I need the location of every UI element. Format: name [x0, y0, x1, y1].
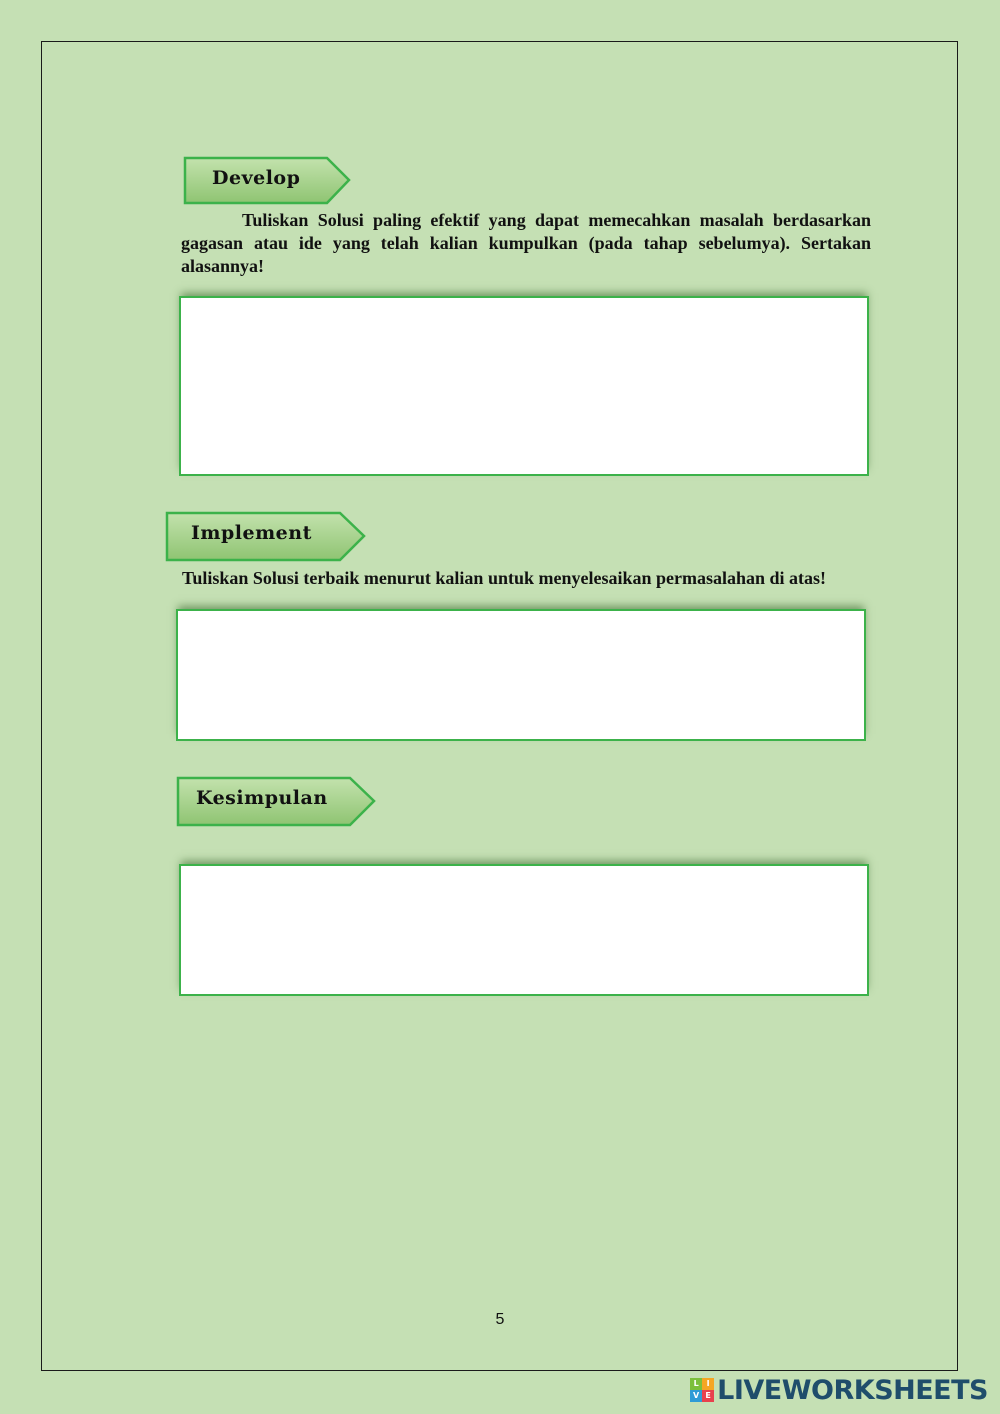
kesimpulan-answer-box[interactable]: [179, 864, 869, 996]
implement-instruction: Tuliskan Solusi terbaik menurut kalian untuk menyelesaikan permasalahan di atas!: [182, 568, 826, 588]
page-number: 5: [495, 1311, 505, 1328]
implement-title: Implement: [191, 522, 312, 544]
develop-instruction: Tuliskan Solusi paling efektif yang dapat memecahkan masalah berdasarkan gagasan atau ide yang telah kalian kumpulkan (pada tahap sebelumya). Sertakan alasannya!: [181, 210, 871, 276]
liveworksheets-watermark[interactable]: [690, 1374, 988, 1406]
develop-tag: [183, 156, 353, 206]
kesimpulan-tag: [176, 776, 381, 826]
kesimpulan-title: Kesimpulan: [196, 787, 328, 809]
liveworksheets-brand-text: LIVEWORKSHEETS: [717, 1374, 988, 1406]
develop-answer-box[interactable]: [179, 296, 869, 476]
develop-title: Develop: [212, 167, 301, 189]
liveworksheets-logo-icon: L I V E: [690, 1378, 714, 1402]
implement-answer-box[interactable]: [176, 609, 866, 741]
implement-tag: [165, 511, 370, 561]
